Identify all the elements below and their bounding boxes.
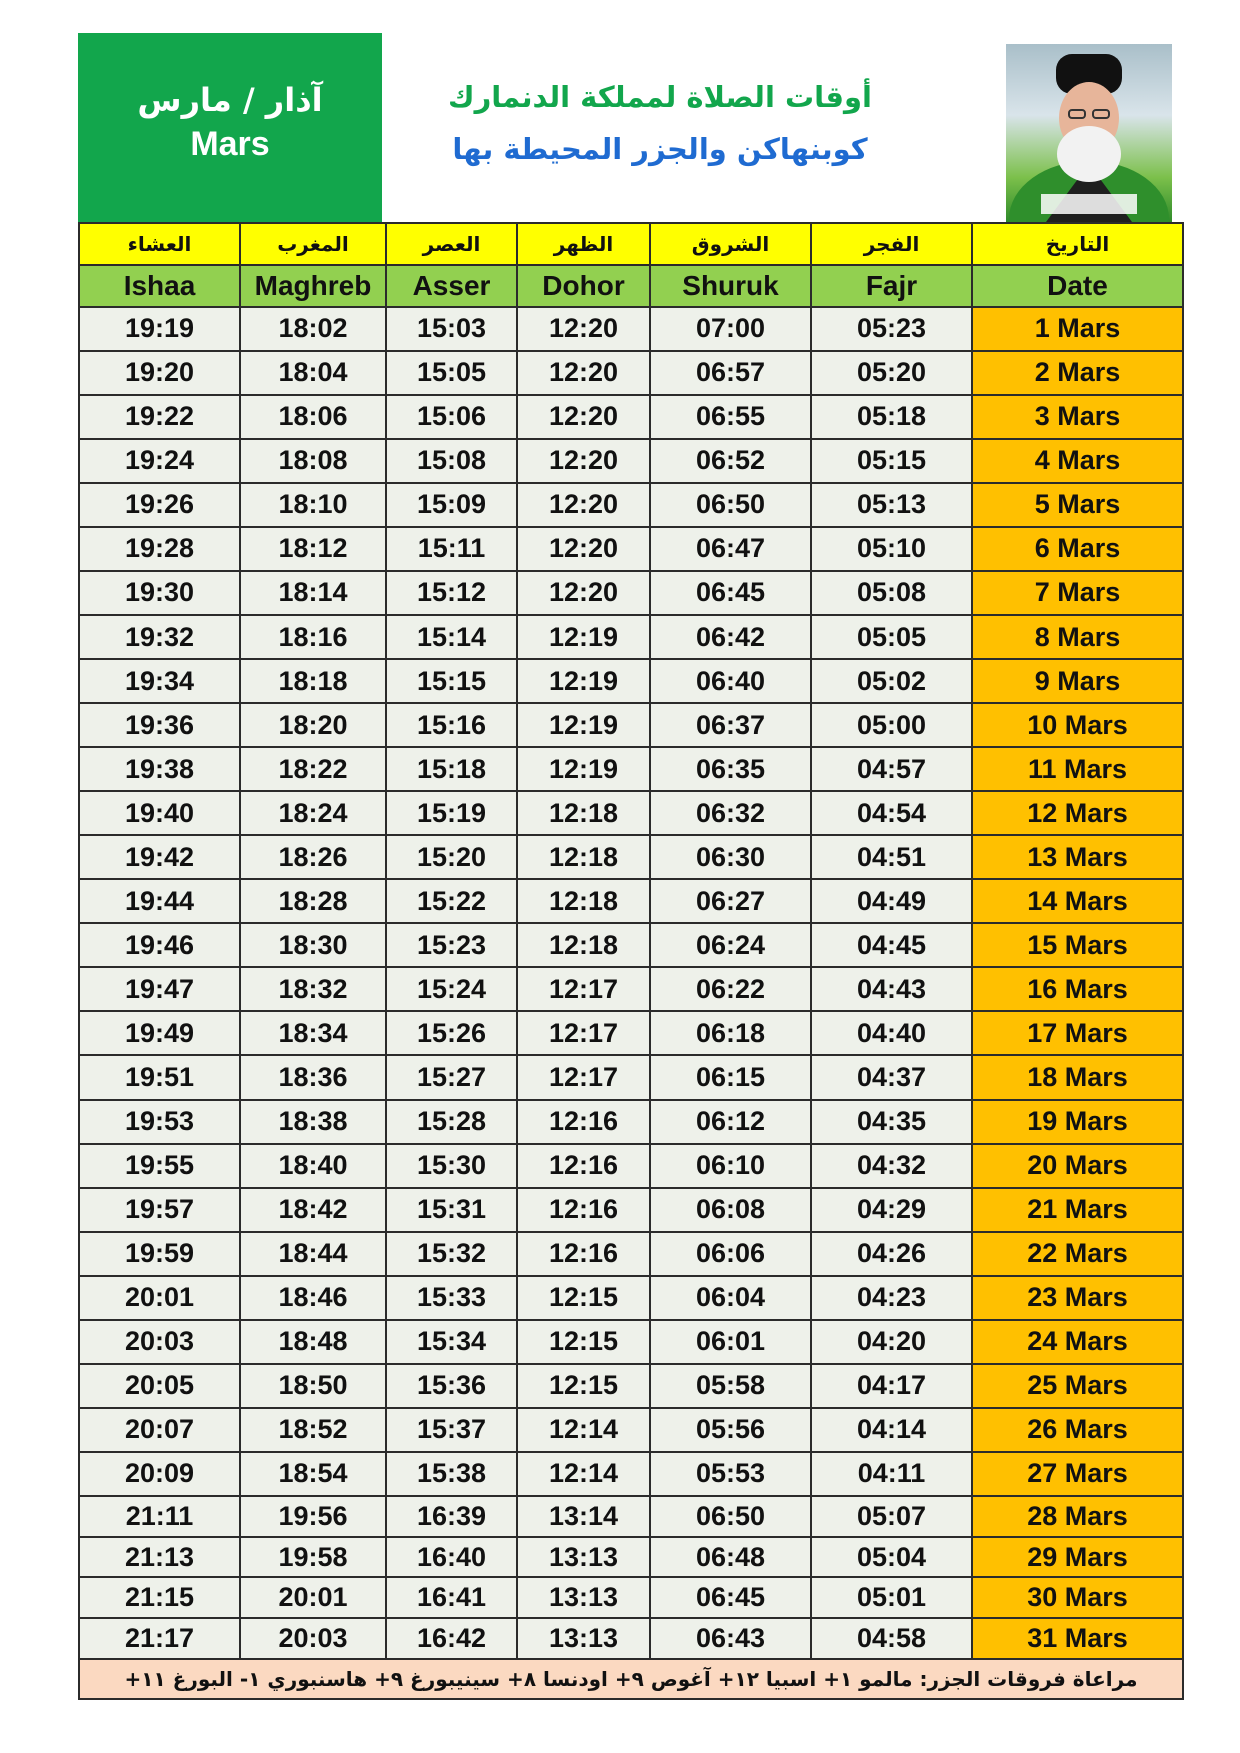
- date-cell: 17 Mars: [972, 1011, 1183, 1055]
- dhuhr-cell: 13:14: [517, 1496, 650, 1537]
- date-cell: 29 Mars: [972, 1537, 1183, 1578]
- maghrib-cell: 18:30: [240, 923, 386, 967]
- sunrise-cell: 06:06: [650, 1232, 811, 1276]
- isha-cell: 19:30: [79, 571, 240, 615]
- table-row: [79, 1011, 1183, 1055]
- sunrise-cell: 06:50: [650, 1496, 811, 1537]
- maghrib-cell: 18:20: [240, 703, 386, 747]
- sunrise-cell: 06:42: [650, 615, 811, 659]
- dhuhr-cell: 12:15: [517, 1276, 650, 1320]
- isha-cell: 20:07: [79, 1408, 240, 1452]
- dhuhr-cell: 12:20: [517, 439, 650, 483]
- asr-cell: 15:32: [386, 1232, 517, 1276]
- asr-cell: 15:30: [386, 1144, 517, 1188]
- date-cell: 22 Mars: [972, 1232, 1183, 1276]
- asr-cell: 15:37: [386, 1408, 517, 1452]
- dhuhr-cell: 12:20: [517, 527, 650, 571]
- table-row: [79, 1188, 1183, 1232]
- table-row: [79, 351, 1183, 395]
- table-row: [79, 659, 1183, 703]
- asr-cell: 15:33: [386, 1276, 517, 1320]
- dhuhr-cell: 12:19: [517, 615, 650, 659]
- asr-cell: 15:26: [386, 1011, 517, 1055]
- date-cell: 1 Mars: [972, 307, 1183, 351]
- asr-cell: 16:39: [386, 1496, 517, 1537]
- date-cell: 15 Mars: [972, 923, 1183, 967]
- isha-cell: 19:32: [79, 615, 240, 659]
- date-cell: 18 Mars: [972, 1055, 1183, 1099]
- dhuhr-cell: 12:17: [517, 1055, 650, 1099]
- table-row: [79, 307, 1183, 351]
- date-cell: 21 Mars: [972, 1188, 1183, 1232]
- maghrib-cell: 18:40: [240, 1144, 386, 1188]
- table-row: [79, 967, 1183, 1011]
- table-row: [79, 571, 1183, 615]
- col-header-dhuhr: Dohor: [517, 265, 650, 307]
- isha-cell: 20:03: [79, 1320, 240, 1364]
- maghrib-cell: 18:52: [240, 1408, 386, 1452]
- maghrib-cell: 18:36: [240, 1055, 386, 1099]
- fajr-cell: 04:23: [811, 1276, 972, 1320]
- date-cell: 31 Mars: [972, 1618, 1183, 1659]
- fajr-cell: 04:14: [811, 1408, 972, 1452]
- sunrise-cell: 06:30: [650, 835, 811, 879]
- table-row: [79, 835, 1183, 879]
- date-cell: 9 Mars: [972, 659, 1183, 703]
- col-header-maghrib-ar: المغرب: [240, 223, 386, 265]
- maghrib-cell: 18:44: [240, 1232, 386, 1276]
- sunrise-cell: 06:18: [650, 1011, 811, 1055]
- sunrise-cell: 06:27: [650, 879, 811, 923]
- date-cell: 23 Mars: [972, 1276, 1183, 1320]
- maghrib-cell: 20:01: [240, 1577, 386, 1618]
- table-row: [79, 1452, 1183, 1496]
- table-row: [79, 1577, 1183, 1618]
- fajr-cell: 04:26: [811, 1232, 972, 1276]
- fajr-cell: 04:49: [811, 879, 972, 923]
- date-cell: 24 Mars: [972, 1320, 1183, 1364]
- sunrise-cell: 05:56: [650, 1408, 811, 1452]
- maghrib-cell: 18:12: [240, 527, 386, 571]
- dhuhr-cell: 12:15: [517, 1364, 650, 1408]
- table-row: [79, 395, 1183, 439]
- isha-cell: 21:17: [79, 1618, 240, 1659]
- fajr-cell: 04:43: [811, 967, 972, 1011]
- sunrise-cell: 06:52: [650, 439, 811, 483]
- asr-cell: 15:19: [386, 791, 517, 835]
- table-row: [79, 1408, 1183, 1452]
- dhuhr-cell: 12:20: [517, 395, 650, 439]
- dhuhr-cell: 12:20: [517, 307, 650, 351]
- maghrib-cell: 18:42: [240, 1188, 386, 1232]
- fajr-cell: 04:11: [811, 1452, 972, 1496]
- dhuhr-cell: 13:13: [517, 1537, 650, 1578]
- fajr-cell: 05:23: [811, 307, 972, 351]
- isha-cell: 19:24: [79, 439, 240, 483]
- fajr-cell: 04:57: [811, 747, 972, 791]
- date-cell: 11 Mars: [972, 747, 1183, 791]
- sunrise-cell: 06:04: [650, 1276, 811, 1320]
- maghrib-cell: 19:56: [240, 1496, 386, 1537]
- asr-cell: 15:15: [386, 659, 517, 703]
- fajr-cell: 04:20: [811, 1320, 972, 1364]
- maghrib-cell: 18:26: [240, 835, 386, 879]
- fajr-cell: 04:54: [811, 791, 972, 835]
- fajr-cell: 05:18: [811, 395, 972, 439]
- maghrib-cell: 18:38: [240, 1100, 386, 1144]
- table-row: [79, 747, 1183, 791]
- table-row: [79, 615, 1183, 659]
- sunrise-cell: 06:47: [650, 527, 811, 571]
- fajr-cell: 05:10: [811, 527, 972, 571]
- isha-cell: 19:20: [79, 351, 240, 395]
- date-cell: 28 Mars: [972, 1496, 1183, 1537]
- maghrib-cell: 20:03: [240, 1618, 386, 1659]
- isha-cell: 21:15: [79, 1577, 240, 1618]
- maghrib-cell: 18:06: [240, 395, 386, 439]
- isha-cell: 21:13: [79, 1537, 240, 1578]
- table-row: [79, 923, 1183, 967]
- sunrise-cell: 06:48: [650, 1537, 811, 1578]
- date-cell: 7 Mars: [972, 571, 1183, 615]
- date-cell: 27 Mars: [972, 1452, 1183, 1496]
- isha-cell: 19:59: [79, 1232, 240, 1276]
- sunrise-cell: 06:22: [650, 967, 811, 1011]
- isha-cell: 19:51: [79, 1055, 240, 1099]
- date-cell: 14 Mars: [972, 879, 1183, 923]
- dhuhr-cell: 12:20: [517, 483, 650, 527]
- table-row: [79, 879, 1183, 923]
- dhuhr-cell: 13:13: [517, 1577, 650, 1618]
- maghrib-cell: 18:18: [240, 659, 386, 703]
- date-cell: 30 Mars: [972, 1577, 1183, 1618]
- isha-cell: 21:11: [79, 1496, 240, 1537]
- col-header-dhuhr-ar: الظهر: [517, 223, 650, 265]
- date-cell: 5 Mars: [972, 483, 1183, 527]
- isha-cell: 19:38: [79, 747, 240, 791]
- col-header-date: Date: [972, 265, 1183, 307]
- dhuhr-cell: 12:16: [517, 1232, 650, 1276]
- maghrib-cell: 18:10: [240, 483, 386, 527]
- table-row: [79, 527, 1183, 571]
- table-row: [79, 1232, 1183, 1276]
- sunrise-cell: 06:50: [650, 483, 811, 527]
- fajr-cell: 04:45: [811, 923, 972, 967]
- table-row: [79, 1618, 1183, 1659]
- col-header-asr: Asser: [386, 265, 517, 307]
- dhuhr-cell: 12:19: [517, 703, 650, 747]
- sunrise-cell: 06:24: [650, 923, 811, 967]
- isha-cell: 19:44: [79, 879, 240, 923]
- asr-cell: 15:12: [386, 571, 517, 615]
- isha-cell: 20:05: [79, 1364, 240, 1408]
- sunrise-cell: 06:37: [650, 703, 811, 747]
- dhuhr-cell: 13:13: [517, 1618, 650, 1659]
- dhuhr-cell: 12:16: [517, 1100, 650, 1144]
- table-row: [79, 483, 1183, 527]
- table-row: [79, 1100, 1183, 1144]
- col-header-date-ar: التاريخ: [972, 223, 1183, 265]
- asr-cell: 15:31: [386, 1188, 517, 1232]
- dhuhr-cell: 12:16: [517, 1188, 650, 1232]
- fajr-cell: 04:17: [811, 1364, 972, 1408]
- sunrise-cell: 06:45: [650, 571, 811, 615]
- isha-cell: 19:26: [79, 483, 240, 527]
- sunrise-cell: 06:57: [650, 351, 811, 395]
- table-row: [79, 1537, 1183, 1578]
- fajr-cell: 04:58: [811, 1618, 972, 1659]
- sunrise-cell: 06:45: [650, 1577, 811, 1618]
- asr-cell: 15:09: [386, 483, 517, 527]
- date-cell: 3 Mars: [972, 395, 1183, 439]
- asr-cell: 15:27: [386, 1055, 517, 1099]
- dhuhr-cell: 12:18: [517, 879, 650, 923]
- date-cell: 26 Mars: [972, 1408, 1183, 1452]
- sunrise-cell: 06:12: [650, 1100, 811, 1144]
- asr-cell: 15:22: [386, 879, 517, 923]
- maghrib-cell: 18:16: [240, 615, 386, 659]
- date-cell: 8 Mars: [972, 615, 1183, 659]
- dhuhr-cell: 12:14: [517, 1408, 650, 1452]
- island-offsets-note: مراعاة فروقات الجزر: مالمو ١+ اسبيا ١٢+ آغوص ٩+ اودنسا ٨+ سينيبورغ ٩+ هاسنبوري ١- البورغ ١١+: [79, 1659, 1183, 1699]
- dhuhr-cell: 12:17: [517, 967, 650, 1011]
- isha-cell: 19:28: [79, 527, 240, 571]
- isha-cell: 19:49: [79, 1011, 240, 1055]
- dhuhr-cell: 12:18: [517, 923, 650, 967]
- maghrib-cell: 18:48: [240, 1320, 386, 1364]
- maghrib-cell: 18:28: [240, 879, 386, 923]
- header-row-latin: [79, 265, 1183, 307]
- fajr-cell: 05:01: [811, 1577, 972, 1618]
- asr-cell: 15:16: [386, 703, 517, 747]
- table-row: [79, 439, 1183, 483]
- col-header-maghrib: Maghreb: [240, 265, 386, 307]
- isha-cell: 19:57: [79, 1188, 240, 1232]
- fajr-cell: 05:08: [811, 571, 972, 615]
- sunrise-cell: 06:10: [650, 1144, 811, 1188]
- sunrise-cell: 07:00: [650, 307, 811, 351]
- footer-row: [79, 1659, 1183, 1699]
- maghrib-cell: 18:14: [240, 571, 386, 615]
- isha-cell: 19:40: [79, 791, 240, 835]
- maghrib-cell: 18:54: [240, 1452, 386, 1496]
- maghrib-cell: 18:22: [240, 747, 386, 791]
- col-header-isha: Ishaa: [79, 265, 240, 307]
- sunrise-cell: 06:40: [650, 659, 811, 703]
- isha-cell: 20:01: [79, 1276, 240, 1320]
- isha-cell: 19:36: [79, 703, 240, 747]
- date-cell: 4 Mars: [972, 439, 1183, 483]
- isha-cell: 19:42: [79, 835, 240, 879]
- col-header-sunrise-ar: الشروق: [650, 223, 811, 265]
- fajr-cell: 05:20: [811, 351, 972, 395]
- asr-cell: 16:40: [386, 1537, 517, 1578]
- month-box: [78, 33, 382, 223]
- fajr-cell: 04:29: [811, 1188, 972, 1232]
- sunrise-cell: 06:55: [650, 395, 811, 439]
- sunrise-cell: 06:35: [650, 747, 811, 791]
- sunrise-cell: 06:32: [650, 791, 811, 835]
- maghrib-cell: 18:24: [240, 791, 386, 835]
- maghrib-cell: 18:04: [240, 351, 386, 395]
- table-row: [79, 703, 1183, 747]
- asr-cell: 15:05: [386, 351, 517, 395]
- sunrise-cell: 06:43: [650, 1618, 811, 1659]
- dhuhr-cell: 12:18: [517, 791, 650, 835]
- prayer-times-table: [78, 222, 1184, 1700]
- fajr-cell: 05:15: [811, 439, 972, 483]
- date-cell: 10 Mars: [972, 703, 1183, 747]
- asr-cell: 15:11: [386, 527, 517, 571]
- dhuhr-cell: 12:15: [517, 1320, 650, 1364]
- maghrib-cell: 19:58: [240, 1537, 386, 1578]
- col-header-isha-ar: العشاء: [79, 223, 240, 265]
- sunrise-cell: 05:53: [650, 1452, 811, 1496]
- maghrib-cell: 18:50: [240, 1364, 386, 1408]
- fajr-cell: 05:00: [811, 703, 972, 747]
- header-row-arabic: [79, 223, 1183, 265]
- sunrise-cell: 05:58: [650, 1364, 811, 1408]
- table-row: [79, 1276, 1183, 1320]
- table-row: [79, 1364, 1183, 1408]
- fajr-cell: 05:05: [811, 615, 972, 659]
- isha-cell: 19:34: [79, 659, 240, 703]
- page-subtitle: كوبنهاكن والجزر المحيطة بها: [452, 132, 868, 166]
- date-cell: 2 Mars: [972, 351, 1183, 395]
- page-title: أوقات الصلاة لمملكة الدنمارك: [448, 80, 872, 114]
- asr-cell: 15:06: [386, 395, 517, 439]
- dhuhr-cell: 12:19: [517, 747, 650, 791]
- dhuhr-cell: 12:20: [517, 351, 650, 395]
- asr-cell: 15:24: [386, 967, 517, 1011]
- asr-cell: 15:38: [386, 1452, 517, 1496]
- sunrise-cell: 06:15: [650, 1055, 811, 1099]
- fajr-cell: 05:02: [811, 659, 972, 703]
- fajr-cell: 04:40: [811, 1011, 972, 1055]
- asr-cell: 15:14: [386, 615, 517, 659]
- dhuhr-cell: 12:17: [517, 1011, 650, 1055]
- dhuhr-cell: 12:18: [517, 835, 650, 879]
- fajr-cell: 04:51: [811, 835, 972, 879]
- month-name: Mars: [190, 125, 270, 163]
- table-row: [79, 1055, 1183, 1099]
- col-header-asr-ar: العصر: [386, 223, 517, 265]
- date-cell: 13 Mars: [972, 835, 1183, 879]
- maghrib-cell: 18:46: [240, 1276, 386, 1320]
- isha-cell: 19:22: [79, 395, 240, 439]
- asr-cell: 15:08: [386, 439, 517, 483]
- asr-cell: 15:36: [386, 1364, 517, 1408]
- isha-cell: 19:46: [79, 923, 240, 967]
- asr-cell: 15:23: [386, 923, 517, 967]
- isha-cell: 19:53: [79, 1100, 240, 1144]
- asr-cell: 16:41: [386, 1577, 517, 1618]
- fajr-cell: 04:35: [811, 1100, 972, 1144]
- table-row: [79, 1496, 1183, 1537]
- table-row: [79, 1320, 1183, 1364]
- table-row: [79, 1144, 1183, 1188]
- col-header-fajr-ar: الفجر: [811, 223, 972, 265]
- fajr-cell: 04:32: [811, 1144, 972, 1188]
- date-cell: 6 Mars: [972, 527, 1183, 571]
- asr-cell: 15:34: [386, 1320, 517, 1364]
- maghrib-cell: 18:34: [240, 1011, 386, 1055]
- asr-cell: 15:28: [386, 1100, 517, 1144]
- date-cell: 19 Mars: [972, 1100, 1183, 1144]
- isha-cell: 19:19: [79, 307, 240, 351]
- isha-cell: 20:09: [79, 1452, 240, 1496]
- dhuhr-cell: 12:14: [517, 1452, 650, 1496]
- fajr-cell: 05:13: [811, 483, 972, 527]
- asr-cell: 15:18: [386, 747, 517, 791]
- table-row: [79, 791, 1183, 835]
- date-cell: 25 Mars: [972, 1364, 1183, 1408]
- dhuhr-cell: 12:16: [517, 1144, 650, 1188]
- col-header-fajr: Fajr: [811, 265, 972, 307]
- sunrise-cell: 06:08: [650, 1188, 811, 1232]
- maghrib-cell: 18:02: [240, 307, 386, 351]
- date-cell: 12 Mars: [972, 791, 1183, 835]
- asr-cell: 15:20: [386, 835, 517, 879]
- isha-cell: 19:55: [79, 1144, 240, 1188]
- fajr-cell: 05:04: [811, 1537, 972, 1578]
- isha-cell: 19:47: [79, 967, 240, 1011]
- sunrise-cell: 06:01: [650, 1320, 811, 1364]
- maghrib-cell: 18:08: [240, 439, 386, 483]
- maghrib-cell: 18:32: [240, 967, 386, 1011]
- month-arabic: آذار / مارس: [137, 81, 323, 119]
- dhuhr-cell: 12:20: [517, 571, 650, 615]
- col-header-sunrise: Shuruk: [650, 265, 811, 307]
- asr-cell: 16:42: [386, 1618, 517, 1659]
- fajr-cell: 04:37: [811, 1055, 972, 1099]
- cleric-portrait-image: [1006, 44, 1172, 222]
- asr-cell: 15:03: [386, 307, 517, 351]
- date-cell: 20 Mars: [972, 1144, 1183, 1188]
- date-cell: 16 Mars: [972, 967, 1183, 1011]
- dhuhr-cell: 12:19: [517, 659, 650, 703]
- fajr-cell: 05:07: [811, 1496, 972, 1537]
